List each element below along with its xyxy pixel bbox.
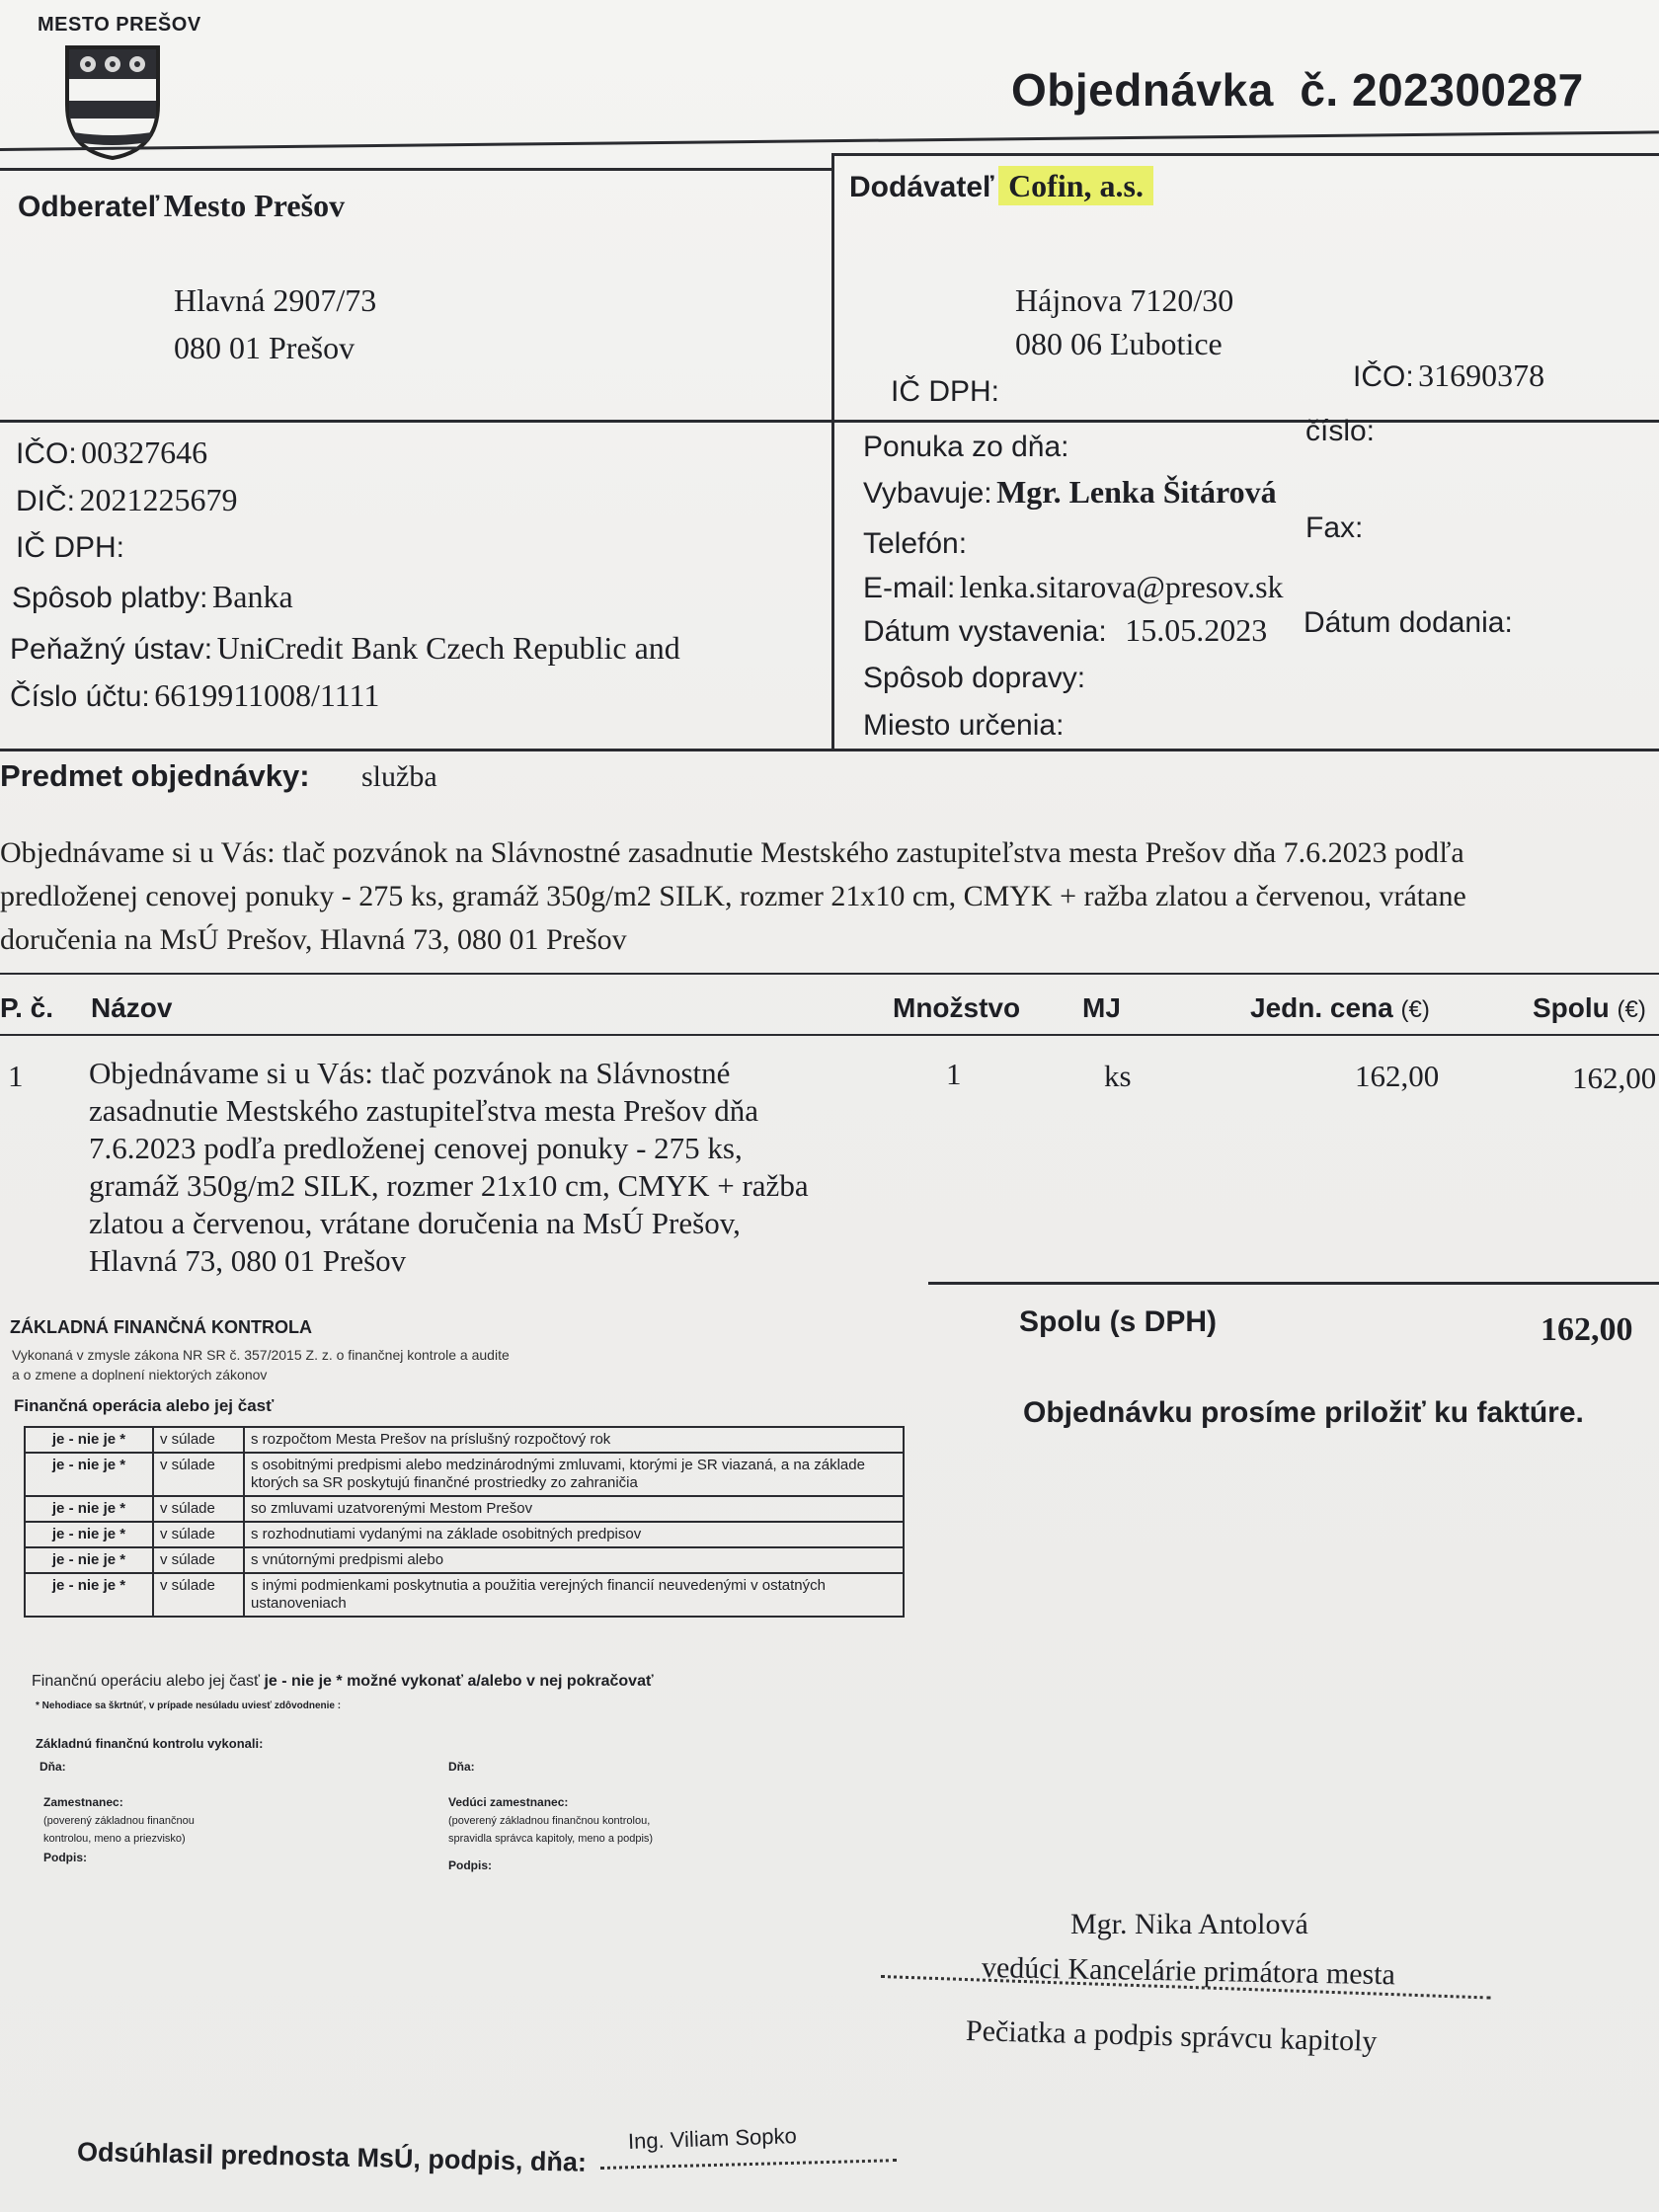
status-cell: je - nie je * [25, 1427, 153, 1453]
col-header-no: P. č. [0, 992, 53, 1023]
divider [834, 420, 1659, 423]
table-header-rule [0, 1034, 1659, 1036]
stamp-label: Pečiatka a podpis správcu kapitoly [965, 2014, 1378, 2058]
fin-control-title: ZÁKLADNÁ FINANČNÁ KONTROLA [10, 1317, 312, 1337]
subject-paragraph [0, 831, 1659, 962]
left-note: (poverený základnou finančnou [43, 1815, 195, 1827]
row-description [89, 1055, 879, 1280]
supplier-ico-row [1353, 357, 1544, 394]
buyer-name: Mesto Prešov [163, 188, 346, 223]
criterion-cell: so zmluvami uzatvorenými Mestom Prešov [244, 1496, 904, 1522]
buyer-bank-row [10, 630, 680, 667]
currency-label: (€) [1617, 996, 1646, 1023]
buyer-payment-row [12, 579, 293, 615]
right-role-label: Vedúci zamestnanec: [448, 1795, 569, 1809]
description-line: zasadnutie Mestského zastupiteľstva mesta Prešov dňa [89, 1093, 759, 1128]
supplier-label: Dodávateľ [849, 171, 994, 203]
account-value: 6619911008/1111 [154, 677, 380, 713]
fin-control-row [25, 1427, 904, 1453]
description-line: Hlavná 73, 080 01 Prešov [89, 1243, 407, 1278]
compliance-cell: v súlade [153, 1522, 244, 1547]
left-note: kontrolou, meno a priezvisko) [43, 1833, 186, 1845]
paragraph-line: doručenia na MsÚ Prešov, Hlavná 73, 080 01 Prešov [0, 923, 627, 956]
fin-control-row [25, 1522, 904, 1547]
manager-name: Mgr. Nika Antolová [1070, 1908, 1308, 1940]
table-top-rule [0, 973, 1659, 975]
email-value[interactable]: lenka.sitarova@presov.sk [959, 569, 1284, 604]
statement-prefix: Finančnú operáciu alebo jej časť [32, 1673, 261, 1690]
col-header-qty: Množstvo [893, 992, 1021, 1023]
unit-price-label: Jedn. cena [1250, 992, 1393, 1023]
buyer-city: 080 01 Prešov [174, 330, 356, 365]
fin-control-row [25, 1573, 904, 1617]
buyer-ico-row [16, 434, 207, 471]
delivery-date-label: Dátum dodania: [1304, 606, 1513, 639]
email-row [863, 569, 1284, 605]
description-line: Objednávame si u Vás: tlač pozvánok na Slávnostné [89, 1056, 731, 1090]
buyer-dic: 2021225679 [79, 482, 238, 517]
divider [834, 153, 1659, 156]
supplier-header [849, 168, 1153, 204]
right-note: spravidla správca kapitoly, meno a podpis) [448, 1833, 654, 1845]
description-line: 7.6.2023 podľa predloženej cenovej ponuky - 275 ks, [89, 1131, 743, 1165]
order-number: č. 202300287 [1300, 64, 1584, 116]
buyer-dic-label: DIČ: [16, 485, 75, 517]
buyer-account-row [10, 677, 379, 714]
right-day-label: Dňa: [448, 1760, 475, 1774]
buyer-ico-label: IČO: [16, 437, 77, 470]
col-header-unit: MJ [1082, 992, 1121, 1023]
phone-label: Telefón: [863, 527, 968, 560]
grand-total-value: 162,00 [1540, 1311, 1633, 1348]
email-label: E-mail: [863, 572, 956, 604]
supplier-ico-label: IČO: [1353, 360, 1414, 393]
transport-label: Spôsob dopravy: [863, 662, 1086, 694]
order-title [1011, 63, 1584, 117]
criterion-cell: s osobitnými predpismi alebo medzinárodnými zmluvami, ktorými je SR viazaná, a na základe ktorých sa SR poskytujú finančné prostriedky zo zahraničia [244, 1453, 904, 1496]
handler-name: Mgr. Lenka Šitárová [996, 474, 1277, 510]
row-number: 1 [8, 1059, 24, 1093]
total-label: Spolu [1533, 992, 1610, 1023]
row-total: 162,00 [1572, 1061, 1657, 1095]
approver-name: Ing. Viliam Sopko [627, 2123, 798, 2154]
offer-date-label: Ponuka zo dňa: [863, 431, 1069, 463]
col-header-unit-price [1250, 992, 1430, 1024]
criterion-cell: s rozhodnutiami vydanými na základe osobitných predpisov [244, 1522, 904, 1547]
criterion-cell: s inými podmienkami poskytnutia a použitia verejných financií neuvedenými v ostatných ustanoveniach [244, 1573, 904, 1617]
buyer-label: Odberateľ [18, 191, 160, 223]
subject-value: služba [361, 760, 437, 793]
row-unit: ks [1104, 1059, 1132, 1093]
payment-label: Spôsob platby: [12, 582, 208, 614]
payment-value: Banka [211, 579, 293, 614]
account-label: Číslo účtu: [10, 680, 150, 713]
destination-label: Miesto určenia: [863, 709, 1065, 742]
right-sign-label: Podpis: [448, 1858, 492, 1872]
total-rule [928, 1282, 1659, 1285]
approval-line [600, 2159, 897, 2170]
supplier-ico: 31690378 [1418, 357, 1545, 393]
divider [0, 420, 834, 423]
divider [831, 153, 834, 750]
attach-note: Objednávku prosíme priložiť ku faktúre. [1023, 1396, 1584, 1429]
fin-control-row [25, 1496, 904, 1522]
bank-value: UniCredit Bank Czech Republic and [216, 630, 680, 666]
status-cell: je - nie je * [25, 1522, 153, 1547]
description-line: zlatou a červenou, vrátane doručenia na MsÚ Prešov, [89, 1206, 741, 1240]
status-cell: je - nie je * [25, 1496, 153, 1522]
divider [0, 749, 1659, 751]
subject-label: Predmet objednávky: [0, 758, 310, 793]
fin-control-table [24, 1426, 905, 1618]
col-header-name: Názov [91, 992, 173, 1023]
subject-row [0, 758, 437, 794]
status-cell: je - nie je * [25, 1547, 153, 1573]
manager-role: vedúci Kancelárie primátora mesta [981, 1951, 1396, 1992]
fin-footnote: * Nehodiace sa škrtnúť, v prípade nesúladu uviesť zdôvodnenie : [36, 1700, 342, 1711]
divider [0, 168, 834, 171]
compliance-cell: v súlade [153, 1573, 244, 1617]
paragraph-line: Objednávame si u Vás: tlač pozvánok na Slávnostné zasadnutie Mestského zastupiteľstva mesta Prešov dňa 7.6.2023 podľa [0, 836, 1464, 869]
grand-total-label: Spolu (s DPH) [1019, 1305, 1217, 1338]
supplier-city: 080 06 Ľubotice [1015, 326, 1223, 361]
buyer-header [18, 188, 345, 224]
issue-date-label: Dátum vystavenia: [863, 615, 1107, 648]
city-name: MESTO PREŠOV [38, 14, 201, 36]
fin-legal-line: Vykonaná v zmysle zákona NR SR č. 357/2015 Z. z. o finančnej kontrole a audite [12, 1347, 510, 1363]
order-label: Objednávka [1011, 64, 1274, 116]
buyer-ico: 00327646 [81, 434, 208, 470]
issue-date-row [863, 612, 1267, 649]
supplier-name: Cofin, a.s. [998, 166, 1153, 205]
buyer-street: Hlavná 2907/73 [174, 282, 377, 318]
compliance-cell: v súlade [153, 1453, 244, 1496]
issue-date: 15.05.2023 [1125, 612, 1268, 648]
fin-operation-label: Finančná operácia alebo jej časť [14, 1396, 275, 1415]
approval-label: Odsúhlasil prednosta MsÚ, podpis, dňa: [76, 2137, 588, 2177]
currency-label: (€) [1400, 996, 1430, 1023]
buyer-icdph-label: IČ DPH: [16, 531, 125, 564]
fin-control-row [25, 1453, 904, 1496]
criterion-cell: s vnútornými predpismi alebo [244, 1547, 904, 1573]
left-role-label: Zamestnanec: [43, 1795, 123, 1809]
fin-statement [32, 1673, 654, 1691]
bank-label: Peňažný ústav: [10, 633, 213, 666]
compliance-cell: v súlade [153, 1496, 244, 1522]
coat-of-arms-icon [63, 43, 162, 162]
supplier-street: Hájnova 7120/30 [1015, 282, 1234, 318]
fin-control-row [25, 1547, 904, 1573]
fin-performed-by: Základnú finančnú kontrolu vykonali: [36, 1736, 264, 1751]
supplier-icdph-label: IČ DPH: [891, 375, 1000, 408]
buyer-dic-row [16, 482, 237, 518]
statement-bold: je - nie je * možné vykonať a/alebo v nej pokračovať [264, 1673, 654, 1690]
divider [0, 130, 1659, 151]
fax-label: Fax: [1305, 512, 1364, 544]
status-cell: je - nie je * [25, 1453, 153, 1496]
paragraph-line: predloženej cenovej ponuky - 275 ks, gramáž 350g/m2 SILK, rozmer 21x10 cm, CMYK + ražba zlatou a červenou, vrátane [0, 880, 1466, 912]
col-header-total [1533, 992, 1646, 1024]
left-day-label: Dňa: [40, 1760, 66, 1774]
fin-legal-line: a o zmene a doplnení niektorých zákonov [12, 1367, 268, 1382]
description-line: gramáž 350g/m2 SILK, rozmer 21x10 cm, CMYK + ražba [89, 1168, 809, 1203]
row-qty: 1 [946, 1057, 962, 1091]
criterion-cell: s rozpočtom Mesta Prešov na príslušný rozpočtový rok [244, 1427, 904, 1453]
compliance-cell: v súlade [153, 1427, 244, 1453]
handler-label: Vybavuje: [863, 477, 992, 510]
right-note: (poverený základnou finančnou kontrolou, [448, 1815, 651, 1827]
row-unit-price: 162,00 [1355, 1059, 1440, 1093]
status-cell: je - nie je * [25, 1573, 153, 1617]
handler-row [863, 474, 1277, 511]
left-sign-label: Podpis: [43, 1851, 87, 1864]
compliance-cell: v súlade [153, 1547, 244, 1573]
offer-number-label: číslo: [1305, 415, 1376, 447]
